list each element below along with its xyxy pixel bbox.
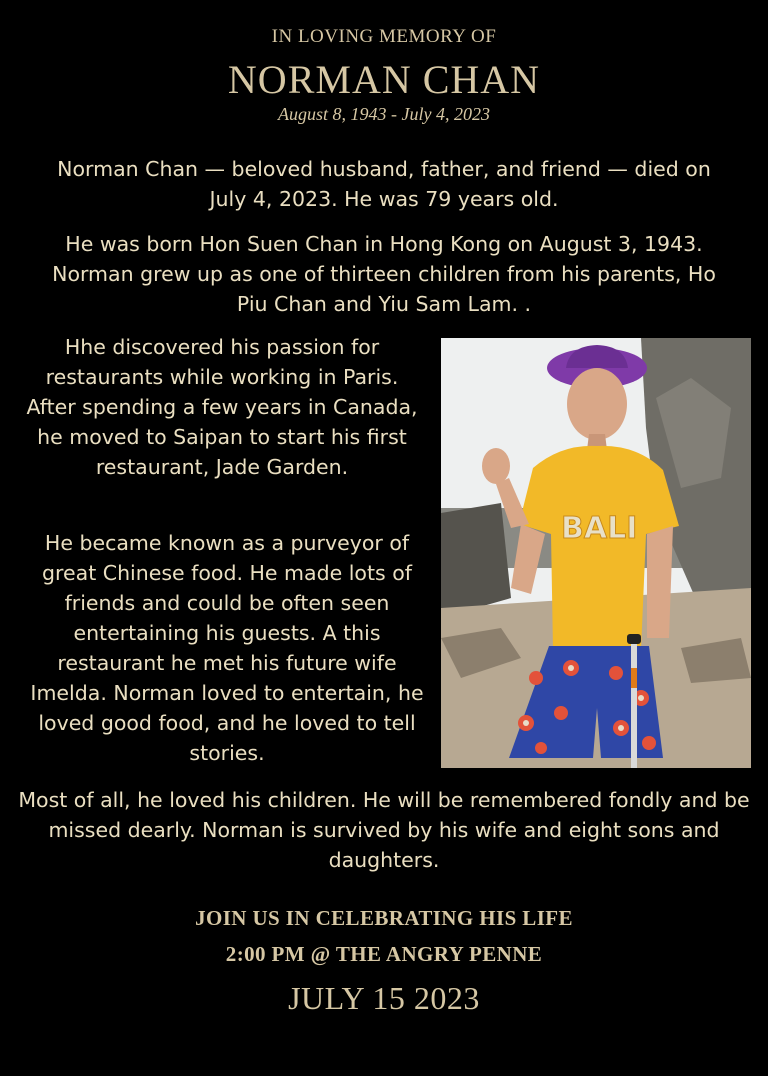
obituary-paragraph-5: Most of all, he loved his children. He will be remembered fondly and be missed dearly. Norman is survived by his wife and eight sons and daughters. xyxy=(18,788,750,872)
obituary-paragraph-4: He became known as a purveyor of great Chinese food. He made lots of friends and could be often seen entertaining his guests. A this restaurant he met his future wife Imelda. Norman loved to entertain, he loved good food, and he loved to tell stories. xyxy=(30,531,424,765)
obituary-paragraph-2: He was born Hon Suen Chan in Hong Kong on August 3, 1943. Norman grew up as one of thirteen children from his parents, Ho Piu Chan and Yiu Sam Lam. . xyxy=(52,232,716,316)
walking-cane xyxy=(631,638,637,768)
portrait-illustration xyxy=(441,338,751,768)
right-arm xyxy=(647,526,673,638)
photo-left-rocks xyxy=(441,503,511,618)
deceased-name: NORMAN CHAN xyxy=(227,57,541,102)
obituary-paragraph-3: Hhe discovered his passion for restaurants while working in Paris. After spending a few years in Canada, he moved to Saipan to start his first restaurant, Jade Garden. xyxy=(26,335,418,479)
celebration-date: JULY 15 2023 xyxy=(288,980,480,1016)
portrait-photo xyxy=(441,338,751,768)
cane-handle xyxy=(627,634,641,644)
raised-hand xyxy=(482,448,510,484)
shirt-print: BALI xyxy=(561,511,638,546)
celebration-invite: JOIN US IN CELEBRATING HIS LIFE xyxy=(195,906,573,930)
cane-band xyxy=(631,668,637,688)
face xyxy=(567,368,627,440)
celebration-time-place: 2:00 PM @ THE ANGRY PENNE xyxy=(225,942,543,966)
life-dates: August 8, 1943 - July 4, 2023 xyxy=(278,104,490,124)
obituary-paragraph-1: Norman Chan — beloved husband, father, and friend — died on July 4, 2023. He was 79 years old. xyxy=(57,157,711,211)
memorial-kicker: IN LOVING MEMORY OF xyxy=(271,26,497,47)
